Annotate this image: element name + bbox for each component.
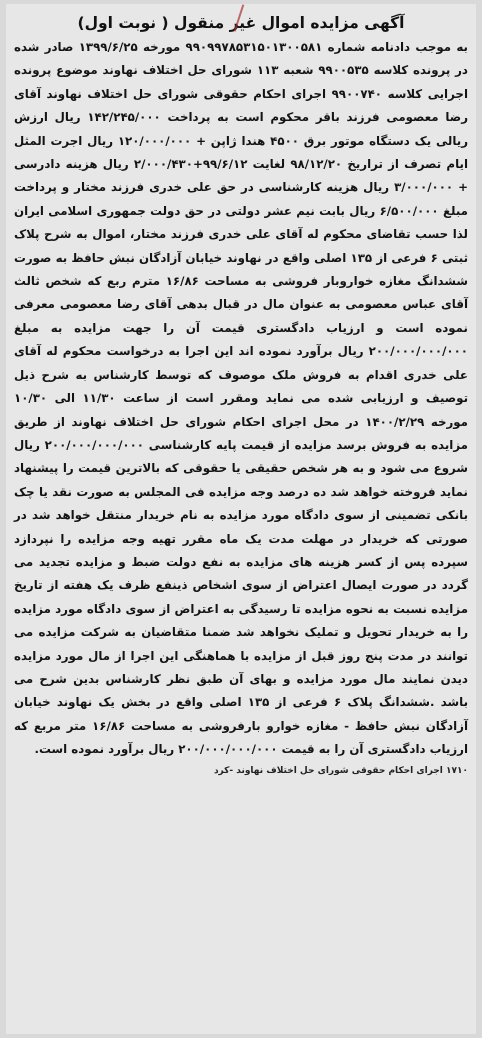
newspaper-notice — [6, 4, 476, 1034]
notice-body: به موجب دادنامه شماره ۹۹۰۹۹۷۸۵۳۱۵۰۱۳۰۰۵۸۱ مورخه ۱۳۹۹/۶/۲۵ صادر شده در پرونده کلاسه ۹۹۰۰۵۳۵ شعبه ۱۱۳ شورای حل اختلاف نهاوند موضوع پرونده اجرایی کلاسه ۹۹۰۰۷۴۰ اجرای احکام حقوقی شورای حل اختلاف نهاوند آقای رضا معصومی فرزند باقر محکوم است به پرداخت ۱۴۲/۲۴۵/۰۰۰ ریال ارزش ریالی یک دستگاه موتور برق ۴۵۰۰ هندا ژاپن + ۱۲۰/۰۰۰/۰۰۰ ریال اجرت المثل ایام تصرف از تراریخ ۹۸/۱۲/۲۰ لغایت ۹۹/۶/۱۲+۲/۰۰۰/۴۳۰ ریال هزینه دادرسی + ۳/۰۰۰/۰۰۰ ریال هزینه کارشناسی در حق علی خدری فرزند مختار و پرداخت مبلغ ۶/۵۰۰/۰۰۰ ریال بابت نیم عشر دولتی در حق دولت جمهوری اسلامی ایران لذا حسب تقاضای محکوم له آقای علی خدری فرزند مختار، اموال به شرح پلاک ثبتی ۶ فرعی از ۱۳۵ اصلی واقع در نهاوند خیابان آزادگان نبش حافظ به صورت ششدانگ مغازه خواروبار فروشی به مساحت ۱۶/۸۶ مترم ربع که شخص ثالث آقای عباس معصومی به عنوان مال در قبال بدهی آقای رضا معصومی معرفی نموده است و ارزیاب دادگستری قیمت آن را جهت مزایده به مبلغ ۲۰۰/۰۰۰/۰۰۰/۰۰۰ ریال برآورد نموده اند این اجرا به درخواست محکوم له آقای علی خدری اقدام به فروش ملک موصوف که توسط کارشناس به شرح ذیل توصیف و ارزیابی شده می نماید ومقرر است از ساعت ۱۱/۳۰ الی ۱۰/۳۰ مورخه ۱۴۰۰/۲/۲۹ در محل اجرای احکام شورای حل اختلاف نهاوند از طریق مزایده به فروش برسد مزایده از قیمت پایه کارشناسی ۲۰۰/۰۰۰/۰۰۰/۰۰۰ ریال شروع می شود و به هر شخص حقیقی یا حقوقی که بالاترین قیمت را پیشنهاد نماید فروخته خواهد شد ده درصد وجه مزایده فی المجلس به صورت نقد یا چک بانکی تضمینی از سوی دادگاه مورد مزایده به نام خریدار منتقل خواهد شد در صورتی که خریدار در مهلت مدت یک ماه مقرر تهیه وجه مزایده را نپردازد سپرده پس از کسر هزینه های مزایده به نفع دولت ضبط و مزایده تجدید می گردد در صورت ایصال اعتراض از سوی اشخاص ذینفع ظرف یک هفته از تاریخ مزایده نسبت به نحوه مزایده تا رسیدگی به اعتراض از سوی دادگاه مورد مزایده را به خریدار تحویل و تملیک نخواهد شد ضمنا متقاضیان به شرکت مزایده می توانند در مدت پنج روز قبل از مزایده با هماهنگی این اجرا از مال مورد مزایده دیدن نمایند مال مورد مزایده و بهای آن طبق نظر کارشناس بدین شرح می باشد .ششدانگ پلاک ۶ فرعی از ۱۳۵ اصلی واقع در بخش یک نهاوند خیابان آزادگان نبش حافظ - مغازه خوارو بارفروشی به مساحت ۱۶/۸۶ متر مربع که ارزیاب دادگستری آن را به قیمت ۲۰۰/۰۰۰/۰۰۰/۰۰۰ ریال برآورد نموده است. — [14, 40, 469, 757]
notice-title: آگهی مزایده اموال غیر منقول ( نوبت اول) — [77, 14, 405, 32]
notice-footer: ۱۷۱۰ اجرای احکام حقوقی شورای حل اختلاف نهاوند -کرد — [213, 765, 468, 776]
